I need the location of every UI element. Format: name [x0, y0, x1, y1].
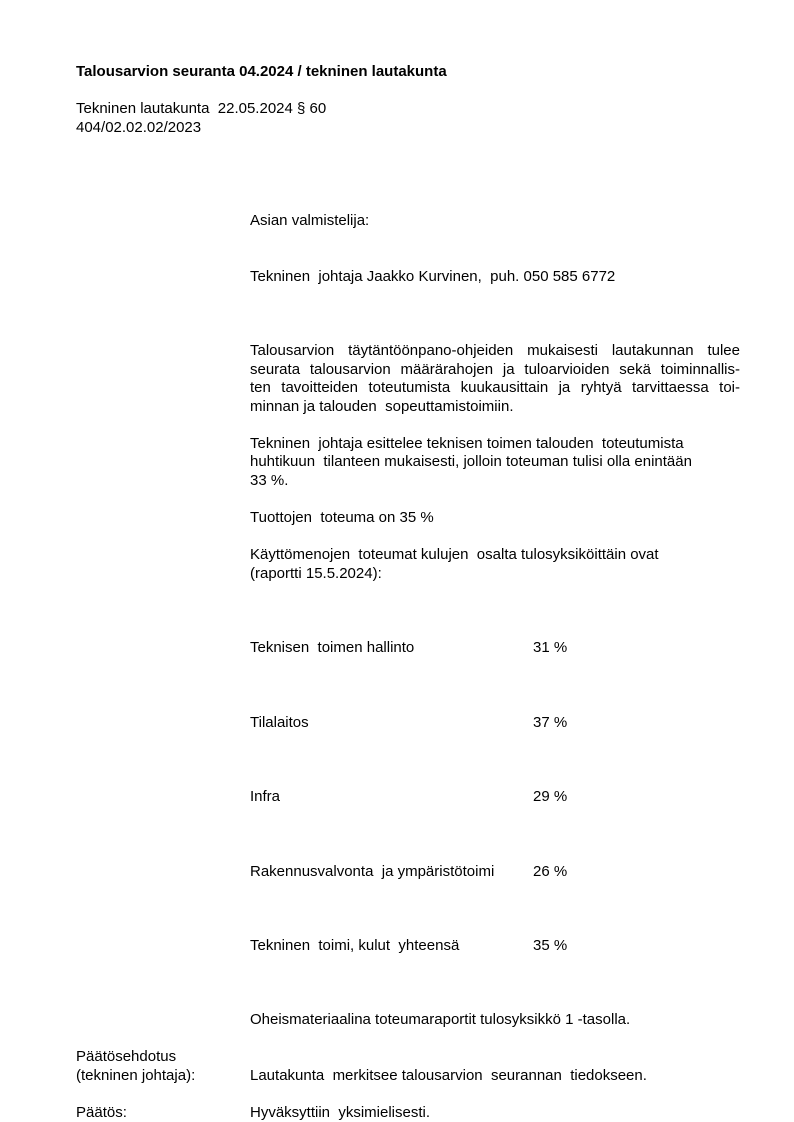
minutes-document [76, 63, 740, 1122]
preparer-section [250, 175, 740, 324]
decision-label: Päätös: [76, 1104, 127, 1122]
table-row-label: Tekninen toimi, kulut yhteensä [250, 936, 460, 954]
table-row-label: Teknisen toimen hallinto [250, 639, 415, 657]
table-row-label: Infra [250, 788, 281, 806]
preparer-name-line: Tekninen johtaja Jaakko Kurvinen, puh. 050 585 6772 [250, 267, 616, 285]
table-row-value: 29 % [533, 788, 568, 806]
table-row-value: 31 % [533, 639, 568, 657]
attachment-note: Oheismateriaalina toteumaraportit tulosyksikkö 1 -tasolla. [250, 1011, 631, 1029]
table-row-value: 35 % [533, 936, 568, 954]
table-row-label: Rakennusvalvonta ja ympäristötoimi [250, 862, 495, 880]
decision-row [76, 1104, 740, 1122]
preparer-label: Asian valmistelija: [250, 211, 370, 229]
meeting-meta: Tekninen lautakunta 22.05.2024 § 60 404/02.02.02/2023 [76, 100, 327, 136]
table-row [250, 788, 740, 807]
table-row-label: Tilalaitos [250, 713, 309, 731]
table-row [250, 714, 740, 733]
table-row-value: 37 % [533, 713, 568, 731]
table-row [250, 639, 740, 658]
decision-proposal-text: Lautakunta merkitsee talousarvion seurannan tiedokseen. [250, 1067, 647, 1085]
table-row-value: 26 % [533, 862, 568, 880]
decision-proposal-label: Päätösehdotus (tekninen johtaja): [76, 1048, 196, 1085]
expense-intro: Käyttömenojen toteumat kulujen osalta tulosyksiköittäin ovat (raportti 15.5.2024): [250, 546, 659, 583]
table-row [250, 937, 740, 956]
decision-text: Hyväksyttiin yksimielisesti. [250, 1104, 431, 1122]
expense-table [250, 602, 740, 992]
revenue-realization-line: Tuottojen toteuma on 35 % [250, 509, 434, 527]
paragraph-presentation: Tekninen johtaja esittelee teknisen toimen talouden toteutumista huhtikuun tilanteen mukaisesti, jolloin toteuman tulisi olla enintään 33 %. [250, 434, 692, 490]
decision-proposal-row [76, 1048, 740, 1085]
document-title: Talousarvion seuranta 04.2024 / tekninen lautakunta [76, 63, 447, 80]
paragraph-budget-follow-up: Talousarvion täytäntöönpano-ohjeiden mukaisesti lautakunnan tulee seurata talousarvion määrärahojen ja tuloarvioiden sekä toiminnallis- ten tavoitteiden toteutumista kuukausittain ja ryhtyä tarvittaessa toi- minnan ja talouden sopeuttamistoimiin. [250, 341, 740, 415]
table-row [250, 863, 740, 882]
